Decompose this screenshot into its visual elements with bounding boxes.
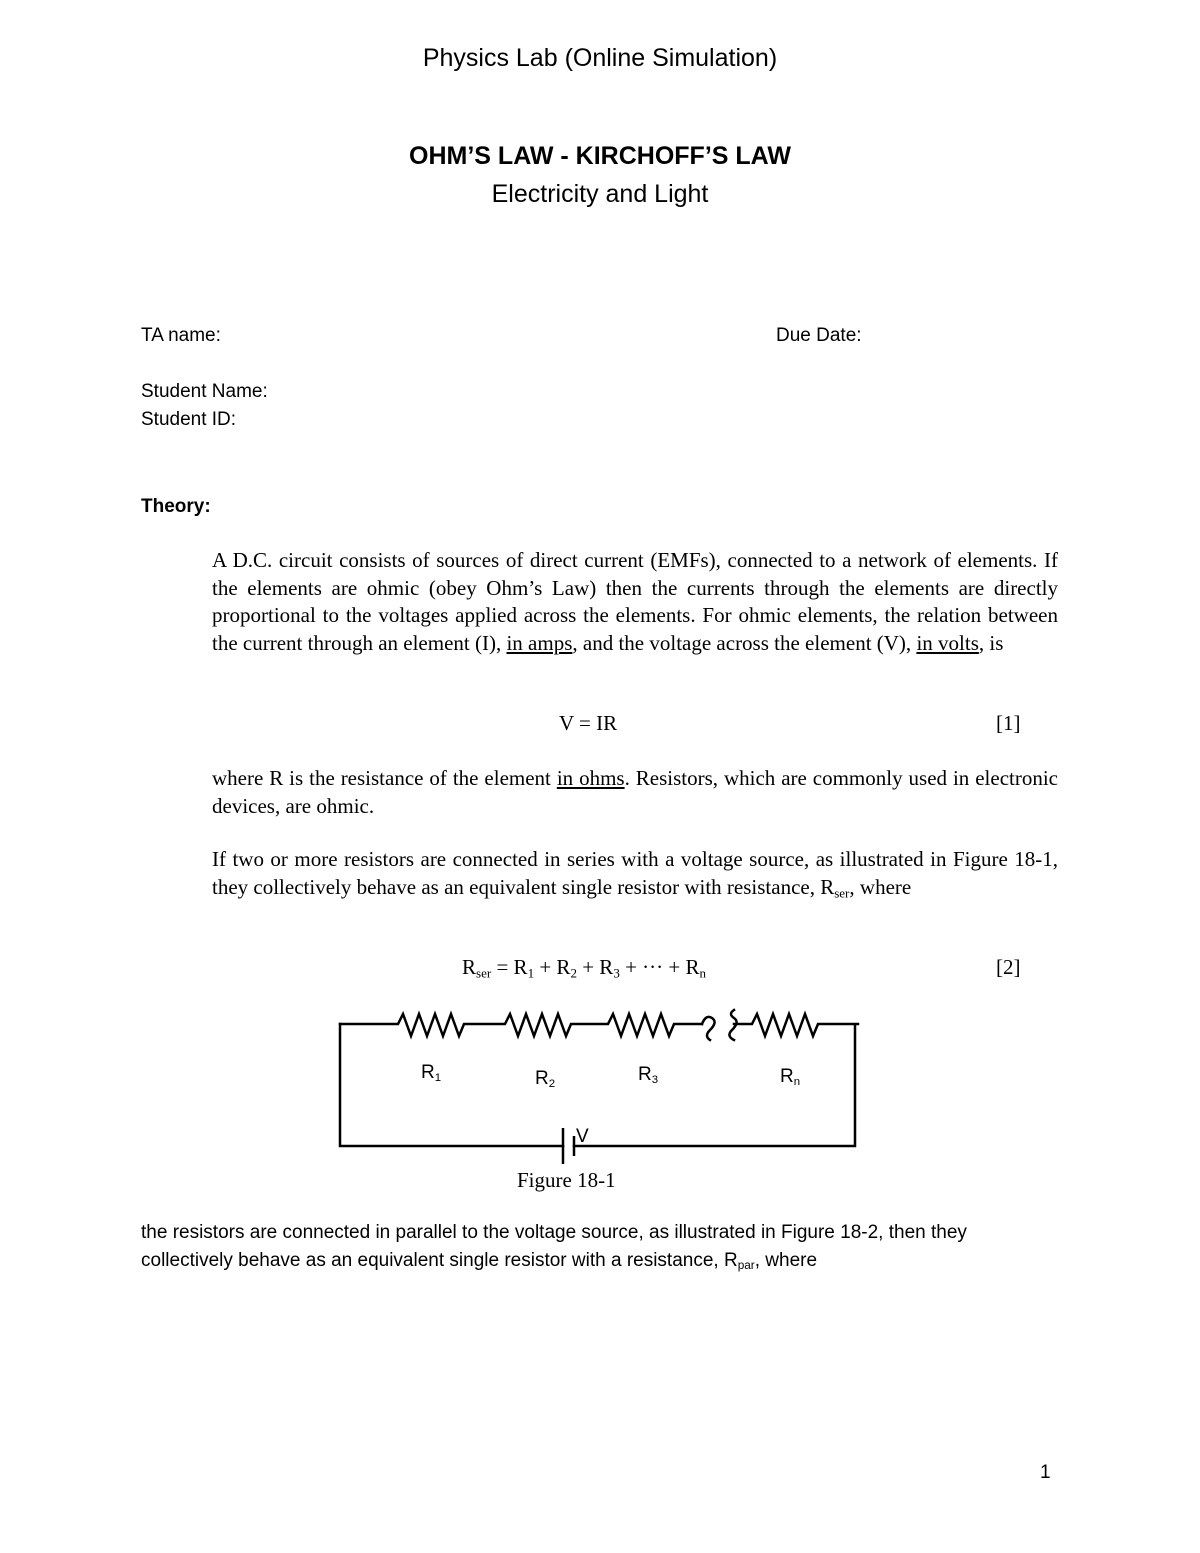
- eq2-sub-ser: ser: [476, 965, 492, 981]
- rser-subscript: ser: [834, 884, 850, 900]
- equation-2-number: [2]: [996, 955, 1021, 979]
- label-r1-letter: R: [421, 1062, 435, 1083]
- ta-name-label: TA name:: [141, 325, 221, 346]
- label-r3: [638, 1064, 658, 1086]
- label-r2-letter: R: [535, 1068, 549, 1089]
- label-r3-sub: 3: [651, 1073, 659, 1086]
- due-date-label: Due Date:: [776, 325, 862, 346]
- eq2-term-n: + ··· + R: [619, 955, 700, 979]
- break-squiggle-left: [702, 1017, 715, 1040]
- eq2-term-2: + R: [534, 955, 571, 979]
- eq2-sub-1: 1: [527, 965, 535, 981]
- theory-paragraph-3: [212, 846, 1058, 901]
- label-rn-letter: R: [780, 1066, 794, 1087]
- para3-text-a: If two or more resistors are connected in series with a voltage source, as illustrated in Figure 18-1, they collectively behave as an equivalent single resistor with resistance, R: [212, 847, 1058, 899]
- label-r1-sub: 1: [434, 1071, 442, 1084]
- label-rn-sub: n: [793, 1075, 801, 1088]
- equation-1-number: [1]: [996, 711, 1021, 735]
- equation-1: V = IR: [559, 711, 618, 735]
- label-v: V: [576, 1126, 589, 1147]
- para4-text-b: , where: [754, 1250, 818, 1271]
- label-r3-letter: R: [638, 1064, 652, 1085]
- top-wire-rn: [734, 1014, 858, 1036]
- para4-text-a: the resistors are connected in parallel to the voltage source, as illustrated in Figure 18-2, then they collectively behave as an equivalent single resistor with a resistance, R: [141, 1222, 967, 1271]
- in-ohms-underlined: in ohms: [556, 766, 625, 790]
- theory-paragraph-2: [212, 765, 1058, 820]
- eq2-sub-2: 2: [570, 965, 577, 981]
- theory-paragraph-1: [212, 547, 1058, 657]
- eq2-sub-3: 3: [613, 965, 620, 981]
- equation-2: [462, 955, 706, 980]
- running-header: Physics Lab (Online Simulation): [422, 44, 778, 72]
- eq2-sub-n: n: [699, 965, 707, 981]
- para3-text-b: , where: [849, 874, 912, 899]
- label-rn: [780, 1066, 800, 1088]
- document-title: OHM’S LAW - KIRCHOFF’S LAW: [409, 142, 791, 170]
- para2-text-a: where R is the resistance of the element: [212, 766, 557, 790]
- parallel-paragraph: [141, 1219, 1061, 1275]
- rpar-subscript: par: [737, 1258, 755, 1272]
- para1-text-c: , is: [978, 630, 1004, 655]
- student-name-label: Student Name:: [141, 381, 268, 402]
- top-wire-series: [340, 1014, 702, 1036]
- label-r2: [535, 1068, 555, 1090]
- para1-text-b: , and the voltage across the element (V),: [572, 630, 917, 655]
- para2-text-b: . Resistors, which are commonly used in electronic devices, are ohmic.: [212, 766, 1058, 818]
- in-volts-underlined: in volts: [916, 630, 979, 655]
- label-r2-sub: 2: [548, 1077, 556, 1090]
- figure-caption: Figure 18-1: [517, 1168, 616, 1192]
- left-wire: [340, 1024, 563, 1146]
- eq2-r: R: [462, 955, 477, 979]
- in-amps-underlined: in amps: [506, 630, 573, 655]
- student-id-label: Student ID:: [141, 409, 237, 430]
- para1-text-a: A D.C. circuit consists of sources of direct current (EMFs), connected to a network of elements. If the elements are ohmic (obey Ohm’s Law) then the currents through the elements are directly proportional to the voltages applied across the elements. For ohmic elements, the relation between the current through an element (I),: [212, 548, 1058, 655]
- eq2-term-1: = R: [491, 955, 528, 979]
- eq2-term-3: + R: [576, 955, 614, 979]
- page-number: 1: [1040, 1462, 1051, 1483]
- right-wire: [574, 1026, 855, 1146]
- label-r1: [421, 1062, 441, 1084]
- document-subtitle: Electricity and Light: [491, 180, 709, 208]
- theory-heading: Theory:: [141, 496, 211, 517]
